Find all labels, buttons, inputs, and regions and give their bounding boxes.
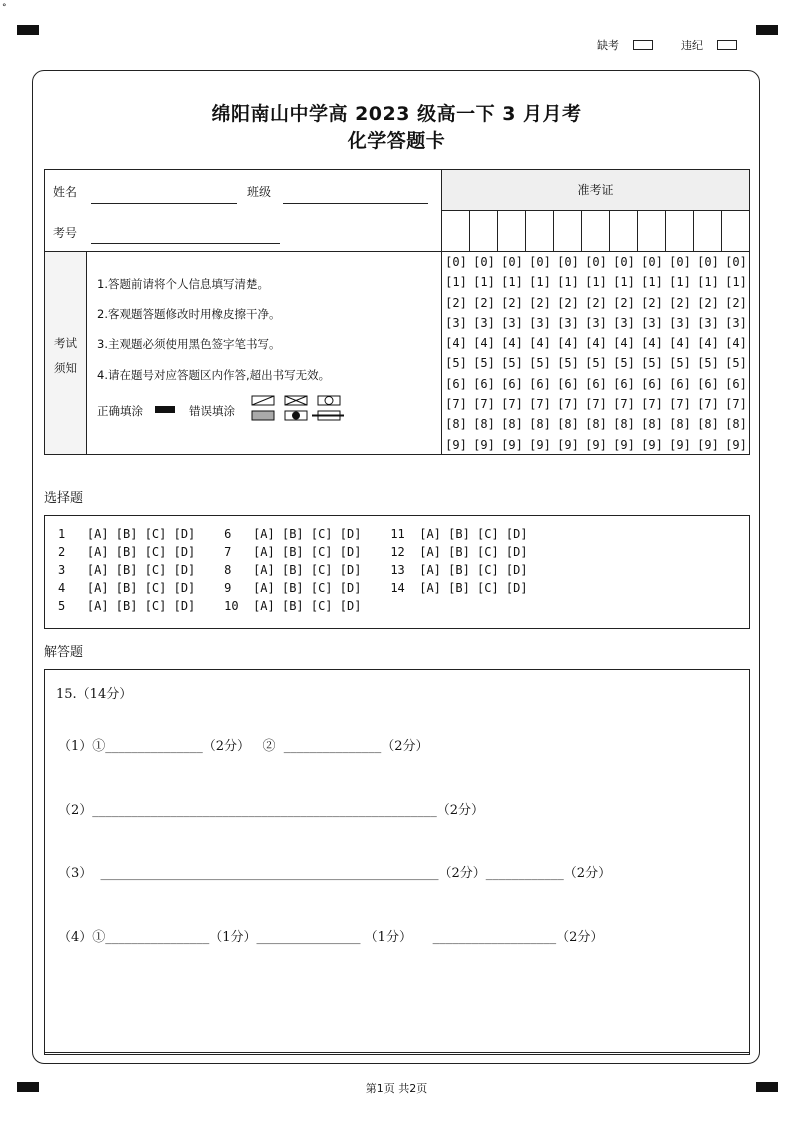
mcq-row[interactable]: 1 [A] [B] [C] [D] 6 [A] [B] [C] [D] 11 [A] [B] [C] [D]: [58, 527, 528, 541]
mcq-row[interactable]: 5 [A] [B] [C] [D] 10 [A] [B] [C] [D]: [58, 599, 362, 613]
corner-dot: °: [2, 3, 7, 13]
violation-flag: [681, 37, 737, 53]
ticket-digit-column: [610, 252, 638, 455]
absent-checkbox[interactable]: [633, 40, 653, 50]
ticket-digit-bubble[interactable]: [6]: [557, 376, 579, 391]
ticket-digit-bubble[interactable]: [1]: [501, 275, 523, 290]
ticket-digit-bubble[interactable]: [0]: [641, 255, 663, 269]
notice-side-panel: [45, 252, 86, 454]
ticket-digit-bubble[interactable]: [9]: [613, 437, 635, 452]
ticket-digit-bubble[interactable]: [5]: [641, 356, 663, 371]
ticket-digit-bubble[interactable]: [5]: [445, 356, 467, 371]
ticket-digit-bubble[interactable]: [9]: [529, 437, 551, 452]
violation-checkbox[interactable]: [717, 40, 737, 50]
answer-line-4[interactable]: （4）①________________（1分）________________ （1分） ___________________（2分）: [58, 930, 604, 945]
ticket-digit-bubble[interactable]: [4]: [473, 336, 495, 351]
ticket-digit-bubble[interactable]: [6]: [613, 376, 635, 391]
ticket-digit-bubble[interactable]: [1]: [585, 275, 607, 290]
exam-title: 绵阳南山中学高 2023 级高一下 3 月月考: [211, 103, 582, 125]
ticket-digit-column: [722, 252, 750, 455]
ticket-digit-bubble[interactable]: [0]: [725, 255, 747, 269]
ticket-digit-bubble[interactable]: [7]: [501, 397, 523, 412]
ticket-digit-bubble[interactable]: [2]: [557, 295, 579, 310]
ticket-digit-bubble[interactable]: [0]: [529, 255, 551, 269]
ticket-digit-bubble[interactable]: [2]: [725, 295, 747, 310]
ticket-digit-column: [470, 252, 498, 455]
ticket-column-divider: [637, 210, 638, 251]
ticket-digit-bubble[interactable]: [6]: [585, 376, 607, 391]
ticket-digit-bubble[interactable]: [7]: [669, 397, 691, 412]
ticket-digit-bubble[interactable]: [8]: [501, 417, 523, 432]
ticket-digit-bubble[interactable]: [6]: [725, 376, 747, 391]
ticket-digit-bubble[interactable]: [0]: [445, 255, 467, 269]
ticket-digit-bubble[interactable]: [0]: [557, 255, 579, 269]
correct-fill-sample: [155, 406, 175, 413]
ticket-digit-bubble[interactable]: [5]: [473, 356, 495, 371]
ticket-digit-bubble[interactable]: [6]: [669, 376, 691, 391]
registration-mark-top-right: [756, 25, 778, 35]
ticket-digit-bubble[interactable]: [2]: [529, 295, 551, 310]
ticket-digit-bubble[interactable]: [8]: [613, 417, 635, 432]
ticket-digit-bubble[interactable]: [5]: [697, 356, 719, 371]
ticket-digit-bubble[interactable]: [7]: [725, 397, 747, 412]
notice-item: 2.客观题答题修改时用橡皮擦干净。: [97, 307, 281, 321]
ticket-digit-bubble[interactable]: [8]: [529, 417, 551, 432]
ticket-digit-bubble[interactable]: [7]: [697, 397, 719, 412]
ticket-digit-bubble[interactable]: [1]: [669, 275, 691, 290]
ticket-digit-bubble[interactable]: [9]: [641, 437, 663, 452]
ticket-digit-bubble[interactable]: [4]: [557, 336, 579, 351]
ticket-digit-bubble[interactable]: [3]: [613, 315, 635, 330]
answer-box-bottom-line: [44, 1052, 750, 1053]
ticket-digit-bubble[interactable]: [2]: [585, 295, 607, 310]
ticket-digit-column: [498, 252, 526, 455]
ticket-column-divider: [469, 210, 470, 251]
ticket-digit-bubble[interactable]: [9]: [585, 437, 607, 452]
ticket-digit-bubble[interactable]: [9]: [557, 437, 579, 452]
ticket-header-divider: [442, 210, 749, 211]
ticket-digit-bubble[interactable]: [2]: [641, 295, 663, 310]
ticket-digit-bubble[interactable]: [2]: [445, 295, 467, 310]
ticket-digit-bubble[interactable]: [5]: [501, 356, 523, 371]
ticket-digit-bubble[interactable]: [6]: [529, 376, 551, 391]
mcq-section-label: 选择题: [44, 491, 84, 506]
ticket-digit-bubble[interactable]: [1]: [557, 275, 579, 290]
ticket-digit-bubble[interactable]: [9]: [697, 437, 719, 452]
ticket-digit-bubble[interactable]: [1]: [613, 275, 635, 290]
ticket-digit-bubble[interactable]: [8]: [557, 417, 579, 432]
ticket-digit-bubble[interactable]: [8]: [669, 417, 691, 432]
ticket-number-header: 准考证: [442, 170, 749, 210]
ticket-digit-bubble[interactable]: [2]: [697, 295, 719, 310]
ticket-digit-bubble[interactable]: [4]: [529, 336, 551, 351]
mcq-row[interactable]: 4 [A] [B] [C] [D] 9 [A] [B] [C] [D] 14 [A] [B] [C] [D]: [58, 581, 528, 595]
notice-label-2: 须知: [54, 361, 77, 375]
exam-number-label: 考号: [53, 226, 78, 240]
ticket-digit-bubble[interactable]: [1]: [697, 275, 719, 290]
ticket-digit-bubble[interactable]: [7]: [529, 397, 551, 412]
ticket-digit-bubble[interactable]: [7]: [613, 397, 635, 412]
ticket-digit-bubble[interactable]: [3]: [669, 315, 691, 330]
ticket-column-divider: [609, 210, 610, 251]
ticket-digit-bubble[interactable]: [3]: [501, 315, 523, 330]
ticket-column-divider: [553, 210, 554, 251]
ticket-digit-bubble[interactable]: [9]: [445, 437, 467, 452]
wrong-fill-samples: [250, 394, 345, 424]
ticket-digit-bubble[interactable]: [4]: [613, 336, 635, 351]
ticket-digit-bubble[interactable]: [6]: [473, 376, 495, 391]
ticket-column-divider: [497, 210, 498, 251]
ticket-column-divider: [581, 210, 582, 251]
ticket-digit-bubble[interactable]: [0]: [473, 255, 495, 269]
ticket-digit-bubble[interactable]: [6]: [501, 376, 523, 391]
ticket-column-divider: [693, 210, 694, 251]
ticket-digit-bubble[interactable]: [3]: [557, 315, 579, 330]
answer-line-3[interactable]: （3） ____________________________________________________（2分）____________（2分）: [58, 866, 612, 881]
ticket-digit-bubble[interactable]: [4]: [641, 336, 663, 351]
ticket-digit-bubble[interactable]: [3]: [697, 315, 719, 330]
ticket-digit-bubble[interactable]: [7]: [641, 397, 663, 412]
ticket-digit-bubble[interactable]: [8]: [445, 417, 467, 432]
ticket-column-divider: [525, 210, 526, 251]
ticket-digit-bubble[interactable]: [3]: [725, 315, 747, 330]
ticket-digit-bubble[interactable]: [9]: [725, 437, 747, 452]
absent-flag: [597, 37, 653, 53]
ticket-digit-bubble[interactable]: [8]: [697, 417, 719, 432]
ticket-digit-bubble[interactable]: [2]: [473, 295, 495, 310]
correct-fill-label: 正确填涂: [97, 404, 143, 418]
ticket-digit-bubble[interactable]: [7]: [445, 397, 467, 412]
ticket-digit-column: [554, 252, 582, 455]
ticket-digit-bubble[interactable]: [0]: [697, 255, 719, 269]
ticket-digit-bubble[interactable]: [6]: [445, 376, 467, 391]
answer-line-1[interactable]: （1）①_______________（2分） ② _______________（2分）: [58, 739, 429, 754]
ticket-digit-bubble[interactable]: [3]: [529, 315, 551, 330]
notice-item: 1.答题前请将个人信息填写清楚。: [97, 277, 269, 291]
ticket-digit-bubble[interactable]: [3]: [445, 315, 467, 330]
ticket-digit-bubble[interactable]: [8]: [585, 417, 607, 432]
ticket-digit-bubble[interactable]: [9]: [669, 437, 691, 452]
ticket-digit-bubble[interactable]: [7]: [585, 397, 607, 412]
name-field[interactable]: [91, 203, 237, 204]
ticket-digit-bubble[interactable]: [0]: [669, 255, 691, 269]
ticket-digit-bubble[interactable]: [6]: [641, 376, 663, 391]
ticket-digit-column: [694, 252, 722, 455]
page-footer: 第1页 共2页: [365, 1082, 428, 1095]
notice-divider: [86, 252, 87, 454]
ticket-digit-column: [638, 252, 666, 455]
ticket-digit-bubble[interactable]: [5]: [669, 356, 691, 371]
ticket-digit-column: [582, 252, 610, 455]
exam-number-field[interactable]: [91, 243, 280, 244]
ticket-digit-bubble[interactable]: [7]: [557, 397, 579, 412]
ticket-digit-bubble[interactable]: [5]: [585, 356, 607, 371]
ticket-digit-bubble[interactable]: [1]: [725, 275, 747, 290]
class-field[interactable]: [283, 203, 428, 204]
ticket-digit-bubble[interactable]: [8]: [725, 417, 747, 432]
wrong-fill-label: 错误填涂: [189, 404, 235, 418]
ticket-digit-bubble[interactable]: [9]: [501, 437, 523, 452]
ticket-digit-bubble[interactable]: [3]: [473, 315, 495, 330]
registration-mark-top-left: [17, 25, 39, 35]
ticket-digit-column: [442, 252, 470, 455]
violation-label: 违纪: [681, 39, 703, 52]
ticket-digit-bubble[interactable]: [7]: [473, 397, 495, 412]
ticket-digit-bubble[interactable]: [6]: [697, 376, 719, 391]
name-label: 姓名: [53, 185, 78, 199]
ticket-digit-column: [666, 252, 694, 455]
ticket-digit-bubble[interactable]: [8]: [641, 417, 663, 432]
ticket-digit-bubble[interactable]: [1]: [473, 275, 495, 290]
ticket-digit-bubble[interactable]: [5]: [529, 356, 551, 371]
ticket-column-divider: [721, 210, 722, 251]
class-label: 班级: [247, 185, 272, 199]
question-15-title: 15.（14分）: [56, 687, 133, 702]
ticket-digit-bubble[interactable]: [3]: [585, 315, 607, 330]
notice-label-1: 考试: [54, 336, 77, 350]
ticket-digit-bubble[interactable]: [2]: [669, 295, 691, 310]
mcq-row[interactable]: 2 [A] [B] [C] [D] 7 [A] [B] [C] [D] 12 [A] [B] [C] [D]: [58, 545, 528, 559]
ticket-digit-bubble[interactable]: [4]: [501, 336, 523, 351]
answer-line-2[interactable]: （2）_____________________________________________________（2分）: [58, 803, 485, 818]
ticket-digit-bubble[interactable]: [5]: [557, 356, 579, 371]
ticket-digit-bubble[interactable]: [1]: [445, 275, 467, 290]
ticket-digit-bubble[interactable]: [4]: [725, 336, 747, 351]
ticket-digit-bubble[interactable]: [8]: [473, 417, 495, 432]
notice-item: 3.主观题必须使用黑色签字笔书写。: [97, 337, 281, 351]
ticket-digit-bubble[interactable]: [5]: [613, 356, 635, 371]
ticket-digit-bubble[interactable]: [4]: [697, 336, 719, 351]
answer-section-label: 解答题: [44, 645, 84, 660]
ticket-digit-bubble[interactable]: [2]: [613, 295, 635, 310]
ticket-digit-bubble[interactable]: [2]: [501, 295, 523, 310]
ticket-digit-bubble[interactable]: [9]: [473, 437, 495, 452]
notice-item: 4.请在题号对应答题区内作答,超出书写无效。: [97, 368, 331, 382]
ticket-digit-bubble[interactable]: [5]: [725, 356, 747, 371]
ticket-digit-bubble[interactable]: [4]: [445, 336, 467, 351]
subject-title: 化学答题卡: [347, 130, 446, 152]
ticket-digit-column: [526, 252, 554, 455]
ticket-digit-bubble[interactable]: [0]: [501, 255, 523, 269]
absent-label: 缺考: [597, 39, 619, 52]
mcq-row[interactable]: 3 [A] [B] [C] [D] 8 [A] [B] [C] [D] 13 [A] [B] [C] [D]: [58, 563, 528, 577]
ticket-digit-bubble[interactable]: [0]: [613, 255, 635, 269]
ticket-digit-bubble[interactable]: [1]: [641, 275, 663, 290]
ticket-digit-bubble[interactable]: [4]: [669, 336, 691, 351]
ticket-column-divider: [665, 210, 666, 251]
ticket-digit-bubble[interactable]: [1]: [529, 275, 551, 290]
ticket-digit-bubble[interactable]: [4]: [585, 336, 607, 351]
ticket-digit-bubble[interactable]: [0]: [585, 255, 607, 269]
ticket-digit-bubble[interactable]: [3]: [641, 315, 663, 330]
